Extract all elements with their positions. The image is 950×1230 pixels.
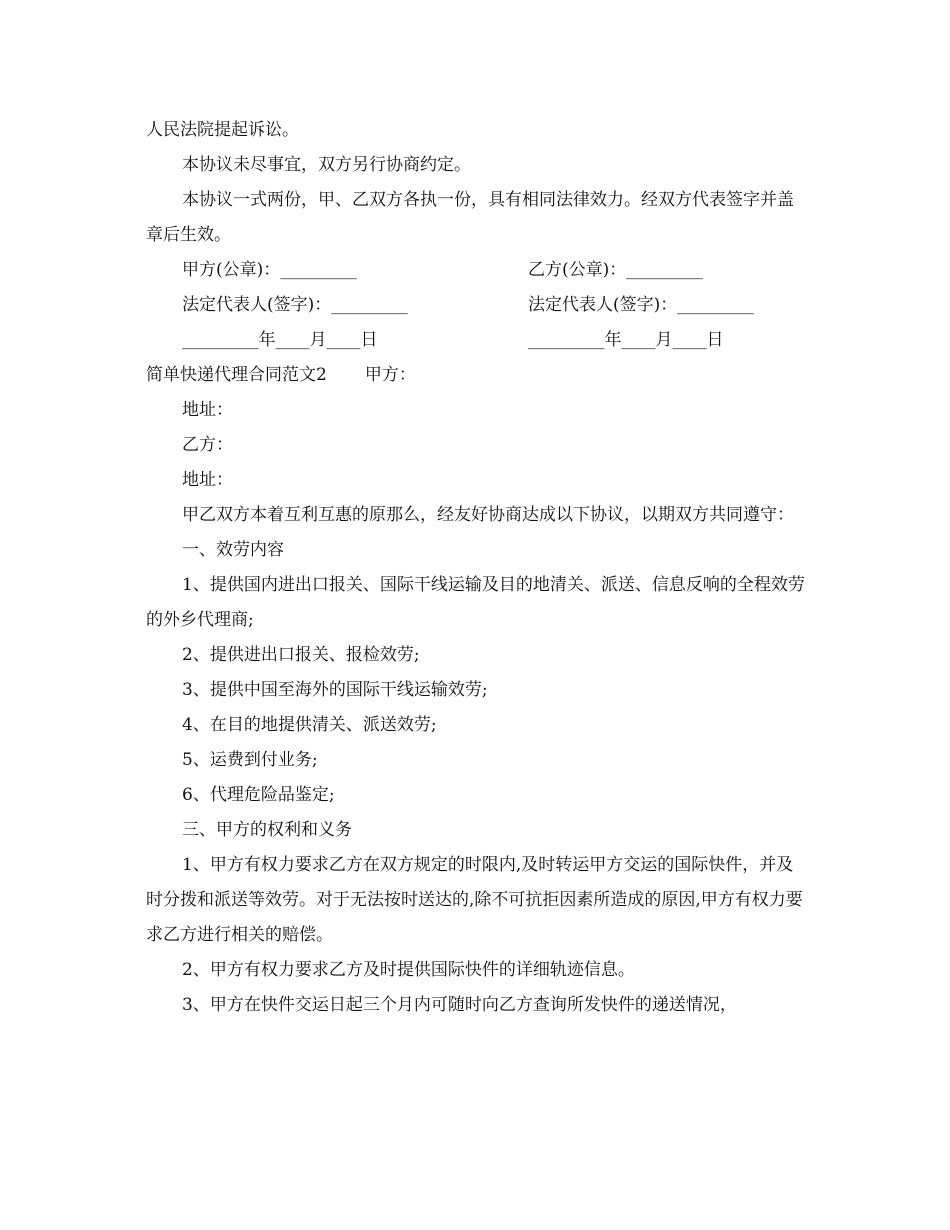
section1-item: 1、提供国内进出口报关、国际干线运输及目的地清关、派送、信息反响的全程效劳的外乡代理商; <box>146 575 805 630</box>
section3-item: 3、甲方在快件交运日起三个月内可随时向乙方查询所发快件的递送情况， <box>182 995 737 1015</box>
signature-seal-row <box>146 253 806 288</box>
section1-item: 3、提供中国至海外的国际干线运输效劳; <box>182 680 488 700</box>
section3-item: 1、甲方有权力要求乙方在双方规定的时限内,及时转运甲方交运的国际快件，并及时分拨和派送等效劳。对于无法按时送达的,除不可抗拒因素所造成的原因,甲方有权力要求乙方进行相关的赔偿。 <box>146 855 803 945</box>
preamble-paragraph: 甲乙双方本着互利互惠的原那么，经友好协商达成以下协议，以期双方共同遵守： <box>182 505 794 525</box>
party-a-seal-field: 甲方(公章)：_________ <box>182 260 357 280</box>
party-a-address: 地址： <box>182 400 233 420</box>
contract2-title: 简单快递代理合同范文2 <box>146 365 327 385</box>
section3-title: 三、甲方的权利和义务 <box>182 820 352 840</box>
paragraph-litigation: 人民法院提起诉讼。 <box>146 120 299 140</box>
party-a-label: 甲方： <box>364 365 416 385</box>
party-a-rep-field: 法定代表人(签字)：_________ <box>182 295 408 315</box>
paragraph-copies-effect: 本协议一式两份，甲、乙双方各执一份，具有相同法律效力。经双方代表签字并盖章后生效。 <box>146 190 794 245</box>
section1-title: 一、效劳内容 <box>182 540 284 560</box>
party-b-label: 乙方： <box>182 435 233 455</box>
section1-item: 5、运费到付业务; <box>182 750 318 770</box>
section1-item: 2、提供进出口报关、报检效劳; <box>182 645 420 665</box>
party-b-address: 地址： <box>182 470 233 490</box>
party-a-date-field: _________年____月____日 <box>182 330 378 350</box>
contract2-heading-line <box>146 358 806 393</box>
paragraph-unresolved-matters: 本协议未尽事宜，双方另行协商约定。 <box>182 155 471 175</box>
signature-date-row <box>146 323 806 358</box>
signature-rep-row <box>146 288 806 323</box>
party-b-seal-field: 乙方(公章)：_________ <box>528 260 703 280</box>
section3-item: 2、甲方有权力要求乙方及时提供国际快件的详细轨迹信息。 <box>182 960 635 980</box>
party-b-rep-field: 法定代表人(签字)：_________ <box>528 295 754 315</box>
document-body <box>146 113 806 1023</box>
party-b-date-field: _________年____月____日 <box>528 330 724 350</box>
section1-item: 4、在目的地提供清关、派送效劳; <box>182 715 437 735</box>
section1-item: 6、代理危险品鉴定; <box>182 785 335 805</box>
